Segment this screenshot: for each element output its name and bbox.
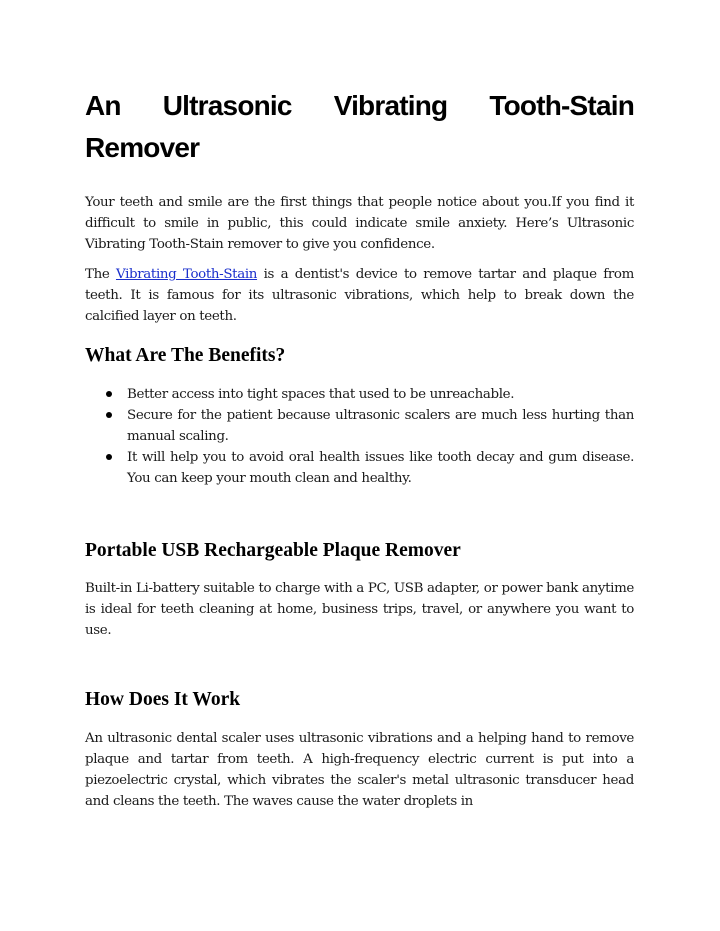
intro-paragraph: Your teeth and smile are the first things that people notice about you.If you find it difficult to smile in public, this could indicate smile anxiety. Here’s Ultrasonic Vibrating Tooth-Stain remover to give you confidence. [85,195,634,252]
list-item [85,384,634,405]
description-text-after: is a dentist's device to remove tartar and plaque from teeth. It is famous for its ultrasonic vibrations, which help to break down the calcified layer on teeth. [85,267,634,324]
vibrating-tooth-stain-link[interactable]: Vibrating Tooth-Stain [115,267,258,282]
list-item-text: It will help you to avoid oral health issues like tooth decay and gum disease. You can keep your mouth clean and healthy. [127,450,634,486]
bullet-icon [106,412,112,418]
how-it-works-heading: How Does It Work [85,689,241,710]
benefits-heading: What Are The Benefits? [85,345,286,366]
list-item [85,447,634,489]
list-item [85,405,634,447]
description-paragraph [85,264,634,327]
list-item-text: Secure for the patient because ultrasonic scalers are much less hurting than manual scaling. [127,408,634,444]
description-text-before: The [85,267,116,282]
portable-paragraph: Built-in Li-battery suitable to charge with a PC, USB adapter, or power bank anytime is ideal for teeth cleaning at home, business trips, travel, or anywhere you want to use. [85,581,634,638]
bullet-icon [106,391,112,397]
benefits-list [85,384,634,489]
bullet-icon [106,454,112,460]
list-item-text: Better access into tight spaces that used to be unreachable. [127,387,515,402]
how-it-works-paragraph: An ultrasonic dental scaler uses ultrasonic vibrations and a helping hand to remove plaque and tartar from teeth. A high-frequency electric current is put into a piezoelectric crystal, which vibrates the scaler's metal ultrasonic transducer head and cleans the teeth. The waves cause the water droplets in [85,731,634,809]
page-title: An Ultrasonic Vibrating Tooth-Stain Remover [85,90,634,163]
portable-heading: Portable USB Rechargeable Plaque Remover [85,540,461,561]
